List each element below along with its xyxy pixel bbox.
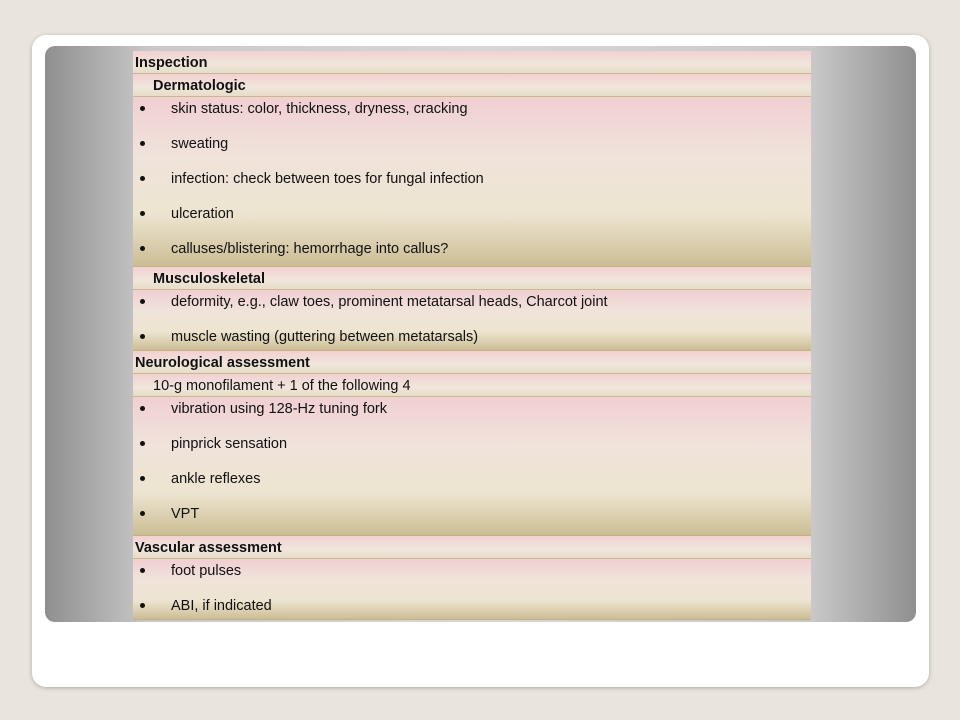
- list-item: [133, 597, 811, 619]
- list-item-text: ABI, if indicated: [171, 598, 272, 614]
- inspection-header: Inspection: [133, 51, 811, 74]
- neuro-subheader: 10-g monofilament + 1 of the following 4: [133, 374, 811, 397]
- list-item-text: muscle wasting (guttering between metatarsals): [171, 329, 479, 345]
- list-item-text: sweating: [171, 136, 229, 152]
- list-item: [133, 240, 811, 266]
- list-item-text: VPT: [171, 506, 200, 522]
- bullet-icon: [140, 299, 145, 304]
- vascular-list: [133, 559, 811, 620]
- list-item-text: ulceration: [171, 206, 234, 222]
- list-item: [133, 170, 811, 205]
- bullet-icon: [140, 141, 145, 146]
- list-item-text: infection: check between toes for fungal infection: [171, 171, 484, 187]
- bullet-icon: [140, 211, 145, 216]
- bullet-icon: [140, 476, 145, 481]
- bullet-icon: [140, 106, 145, 111]
- bullet-icon: [140, 441, 145, 446]
- list-item-text: deformity, e.g., claw toes, prominent metatarsal heads, Charcot joint: [171, 294, 608, 310]
- vascular-header: Vascular assessment: [133, 536, 811, 559]
- list-item: [133, 135, 811, 170]
- foot-exam-table: [133, 51, 811, 620]
- list-item-text: pinprick sensation: [171, 436, 288, 452]
- neuro-list: [133, 397, 811, 536]
- dermatologic-header: Dermatologic: [133, 74, 811, 97]
- list-item: [133, 205, 811, 240]
- list-item-text: vibration using 128-Hz tuning fork: [171, 401, 388, 417]
- list-item: [133, 100, 811, 135]
- list-item-text: calluses/blistering: hemorrhage into callus?: [171, 241, 449, 257]
- bullet-icon: [140, 246, 145, 251]
- list-item-text: skin status: color, thickness, dryness, cracking: [171, 101, 468, 117]
- list-item-text: ankle reflexes: [171, 471, 261, 487]
- list-item: [133, 293, 811, 328]
- list-item: [133, 328, 811, 350]
- bullet-icon: [140, 603, 145, 608]
- list-item: [133, 562, 811, 597]
- list-item: [133, 505, 811, 535]
- bullet-icon: [140, 568, 145, 573]
- list-item: [133, 435, 811, 470]
- list-item: [133, 400, 811, 435]
- bullet-icon: [140, 176, 145, 181]
- bullet-icon: [140, 334, 145, 339]
- musculoskeletal-list: [133, 290, 811, 351]
- list-item: [133, 470, 811, 505]
- bullet-icon: [140, 406, 145, 411]
- bullet-icon: [140, 511, 145, 516]
- musculoskeletal-header: Musculoskeletal: [133, 267, 811, 290]
- list-item-text: foot pulses: [171, 563, 242, 579]
- dermatologic-list: [133, 97, 811, 267]
- neuro-header: Neurological assessment: [133, 351, 811, 374]
